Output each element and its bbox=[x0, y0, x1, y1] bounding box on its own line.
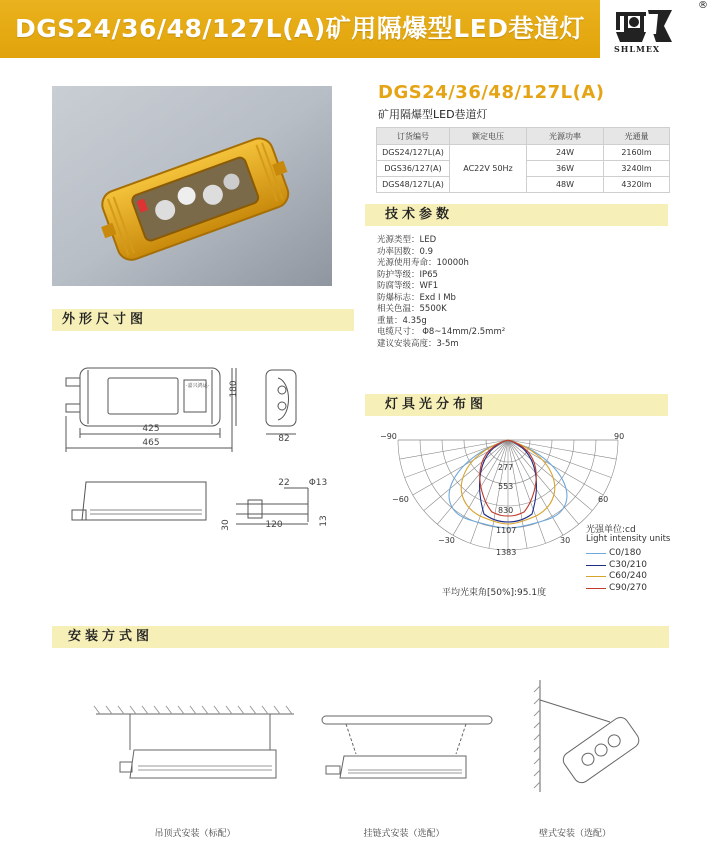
cell-flux: 2160lm bbox=[604, 145, 670, 161]
param-item: 防护等级：IP65 bbox=[377, 269, 438, 280]
legend-line bbox=[586, 576, 606, 577]
legend-item: C30/210 bbox=[586, 560, 647, 572]
polar-legend bbox=[586, 548, 647, 594]
cell-power: 24W bbox=[527, 145, 604, 161]
dimension-drawing-side bbox=[258, 364, 308, 444]
order-table bbox=[376, 127, 670, 193]
polar-angle-90: 90 bbox=[614, 432, 625, 441]
param-item: 防腐等级：WF1 bbox=[377, 281, 439, 291]
dim-label-120: 120 bbox=[265, 520, 283, 530]
cell-flux: 4320lm bbox=[604, 177, 670, 193]
polar-ring-1383: 1383 bbox=[496, 548, 517, 557]
legend-line bbox=[586, 553, 606, 554]
dimension-drawing-bottom bbox=[66, 476, 216, 536]
dim-label-180: 180 bbox=[229, 380, 239, 398]
dim-label-30: 30 bbox=[221, 519, 231, 531]
install-wall-caption: 壁式安装（选配） bbox=[538, 829, 611, 839]
dim-label-465: 465 bbox=[142, 438, 160, 448]
light-section-bar bbox=[365, 394, 668, 416]
tech-section-title: 技术参数 bbox=[385, 207, 454, 222]
beam-angle-text: 平均光束角[50%]:95.1度 bbox=[442, 588, 547, 598]
dim-label-13: 13 bbox=[319, 515, 329, 527]
cell-power: 36W bbox=[527, 161, 604, 177]
legend-item: C60/240 bbox=[586, 571, 647, 583]
param-item: 防爆标志：Exd I Mb bbox=[377, 292, 456, 303]
install-wall-drawing bbox=[530, 676, 650, 796]
table-header-row bbox=[377, 128, 670, 145]
col-header-code: 订货编号 bbox=[377, 128, 450, 145]
install-chain-caption: 挂链式安装（选配） bbox=[363, 829, 445, 839]
dim-label-82: 82 bbox=[278, 434, 290, 444]
col-header-voltage: 额定电压 bbox=[450, 128, 527, 145]
install-section-title: 安装方式图 bbox=[68, 629, 154, 644]
product-subtitle: 矿用隔爆型LED巷道灯 bbox=[378, 108, 488, 121]
polar-angle-neg60: −60 bbox=[392, 495, 409, 504]
product-photo bbox=[52, 86, 332, 286]
cell-code: DGS36/127(A) bbox=[377, 161, 450, 177]
polar-unit-en: Light intensity units bbox=[586, 534, 671, 544]
light-section-title: 灯具光分布图 bbox=[385, 397, 488, 412]
install-ceiling-caption: 吊顶式安装（标配） bbox=[154, 829, 236, 839]
install-ceiling-drawing bbox=[90, 700, 300, 790]
legend-line bbox=[586, 565, 606, 566]
param-item: 相关色温：5500K bbox=[377, 304, 447, 314]
col-header-power: 光源功率 bbox=[527, 128, 604, 145]
tech-section-bar bbox=[365, 204, 668, 226]
param-item: 电缆尺寸： Φ8~14mm/2.5mm² bbox=[377, 327, 506, 337]
polar-angle-neg30: −30 bbox=[438, 536, 455, 545]
param-item: 光源使用寿命：10000h bbox=[377, 258, 469, 268]
page-title: DGS24/36/48/127L(A)矿用隔爆型LED巷道灯 bbox=[14, 14, 586, 43]
polar-unit-cn: 光强单位:cd bbox=[586, 525, 636, 535]
polar-ring-553: 553 bbox=[498, 482, 514, 491]
polar-angle-neg90: −90 bbox=[380, 432, 397, 441]
param-item: 光源类型：LED bbox=[377, 235, 437, 245]
legend-line bbox=[586, 588, 606, 589]
cell-code: DGS48/127L(A) bbox=[377, 177, 450, 193]
tech-params-list bbox=[377, 235, 505, 350]
param-item: 功率因数：0.9 bbox=[377, 246, 434, 257]
cell-code: DGS24/127L(A) bbox=[377, 145, 450, 161]
polar-ring-830: 830 bbox=[498, 506, 514, 515]
polar-angle-30: 30 bbox=[560, 536, 571, 545]
cell-flux: 3240lm bbox=[604, 161, 670, 177]
shape-section-bar bbox=[52, 309, 354, 331]
panel-label: ·嘉兴鸿运· bbox=[186, 383, 210, 389]
cell-power: 48W bbox=[527, 177, 604, 193]
dim-label-425: 425 bbox=[142, 424, 160, 434]
polar-ring-1107: 1107 bbox=[496, 526, 517, 535]
dim-label-phi13: Φ13 bbox=[308, 478, 328, 488]
polar-angle-60: 60 bbox=[598, 495, 609, 504]
install-section-bar bbox=[52, 626, 669, 648]
legend-item: C90/270 bbox=[586, 583, 647, 595]
install-chain-drawing bbox=[316, 710, 496, 790]
param-item: 重量：4.35g bbox=[377, 315, 427, 326]
polar-ring-277: 277 bbox=[498, 463, 514, 472]
registered-mark: ® bbox=[698, 0, 708, 11]
cell-voltage: AC22V 50Hz bbox=[450, 145, 527, 193]
param-item: 建议安装高度：3-5m bbox=[377, 338, 459, 349]
product-model-title: DGS24/36/48/127L(A) bbox=[378, 82, 605, 103]
table-row bbox=[377, 145, 670, 161]
legend-item: C0/180 bbox=[586, 548, 647, 560]
shape-section-title: 外形尺寸图 bbox=[62, 312, 148, 327]
dim-label-22: 22 bbox=[278, 478, 290, 488]
brand-logo-text: SHLMEX bbox=[614, 44, 661, 54]
col-header-flux: 光通量 bbox=[604, 128, 670, 145]
